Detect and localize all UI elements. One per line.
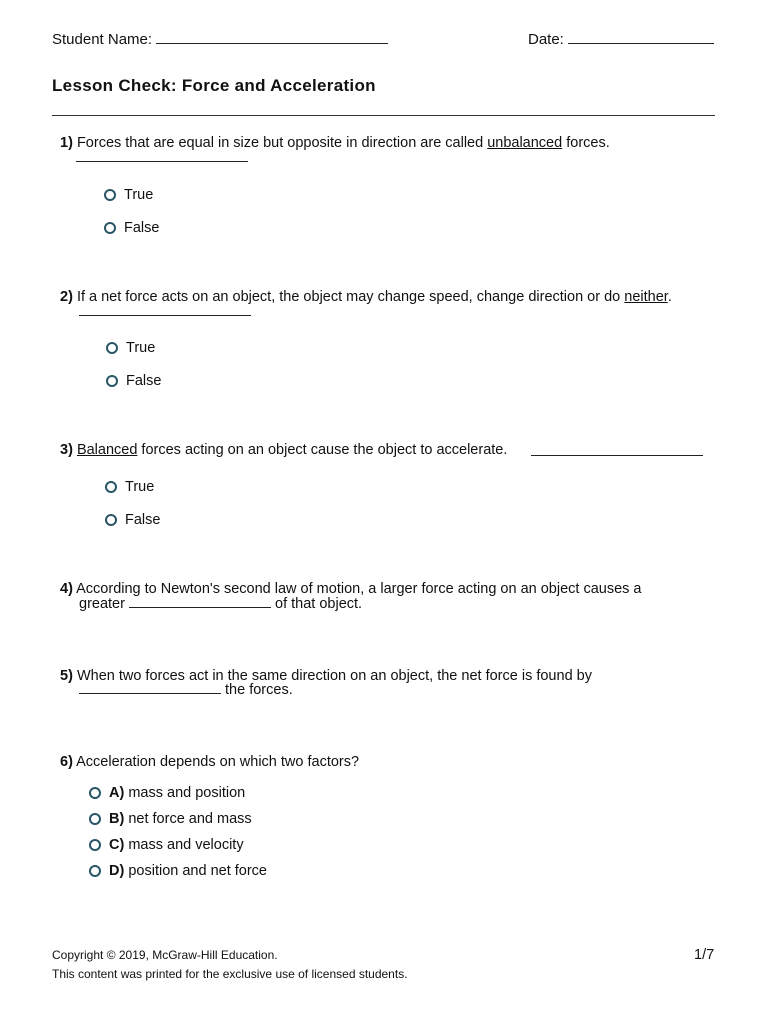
question-2 bbox=[60, 290, 672, 305]
copyright-text: Copyright © 2019, McGraw-Hill Education. bbox=[52, 948, 278, 962]
option-a[interactable] bbox=[89, 785, 245, 801]
option-false[interactable] bbox=[106, 373, 161, 389]
option-true[interactable] bbox=[104, 187, 153, 203]
option-d[interactable] bbox=[89, 863, 267, 879]
option-label: True bbox=[126, 340, 156, 356]
answer-blank[interactable] bbox=[129, 607, 271, 608]
underlined-term: Balanced bbox=[76, 442, 138, 458]
option-label: False bbox=[126, 373, 162, 389]
option-label: position and net force bbox=[128, 863, 267, 879]
student-name-row bbox=[52, 31, 388, 48]
question-3 bbox=[60, 443, 507, 458]
option-true[interactable] bbox=[106, 340, 155, 356]
page-title: Lesson Check: Force and Acceleration bbox=[52, 76, 376, 95]
option-letter: B) bbox=[109, 811, 125, 827]
date-field[interactable] bbox=[568, 43, 714, 44]
option-false[interactable] bbox=[105, 512, 160, 528]
question-text: Forces that are equal in size but opposite in direction are called bbox=[76, 135, 488, 151]
question-number: 4) bbox=[60, 581, 73, 597]
question-text-end: . bbox=[667, 289, 672, 305]
question-1 bbox=[60, 136, 610, 151]
option-true[interactable] bbox=[105, 479, 154, 495]
question-5-line2 bbox=[79, 683, 293, 698]
question-6 bbox=[60, 755, 359, 770]
underlined-term: unbalanced bbox=[487, 135, 563, 151]
question-5 bbox=[60, 669, 592, 684]
date-label: Date: bbox=[528, 31, 564, 48]
page-number: 1/7 bbox=[694, 947, 715, 963]
option-label: True bbox=[125, 479, 155, 495]
answer-blank[interactable] bbox=[531, 455, 703, 456]
question-text: forces acting on an object cause the object to accelerate. bbox=[137, 442, 508, 458]
option-label: net force and mass bbox=[128, 811, 252, 827]
option-label: False bbox=[125, 512, 161, 528]
question-text: When two forces act in the same direction on an object, the net force is found by bbox=[76, 668, 592, 684]
question-number: 2) bbox=[60, 289, 73, 305]
date-row bbox=[528, 31, 714, 48]
radio-icon[interactable] bbox=[106, 375, 118, 387]
question-number: 6) bbox=[60, 754, 73, 770]
question-text: According to Newton's second law of motion, a larger force acting on an object causes a bbox=[76, 581, 642, 597]
option-label: False bbox=[124, 220, 160, 236]
question-text: Acceleration depends on which two factors? bbox=[76, 754, 360, 770]
option-label: True bbox=[124, 187, 154, 203]
question-text-end: forces. bbox=[562, 135, 610, 151]
question-text-end: the forces. bbox=[225, 682, 293, 698]
radio-icon[interactable] bbox=[104, 189, 116, 201]
answer-blank[interactable] bbox=[76, 161, 248, 162]
title-divider bbox=[52, 115, 715, 116]
radio-icon[interactable] bbox=[89, 865, 101, 877]
question-4 bbox=[60, 582, 642, 597]
question-number: 3) bbox=[60, 442, 73, 458]
question-number: 1) bbox=[60, 135, 73, 151]
radio-icon[interactable] bbox=[89, 813, 101, 825]
radio-icon[interactable] bbox=[104, 222, 116, 234]
underlined-term: neither bbox=[624, 289, 668, 305]
option-b[interactable] bbox=[89, 811, 252, 827]
radio-icon[interactable] bbox=[105, 514, 117, 526]
radio-icon[interactable] bbox=[89, 787, 101, 799]
answer-blank[interactable] bbox=[79, 315, 251, 316]
option-label: mass and position bbox=[128, 785, 246, 801]
option-letter: D) bbox=[109, 863, 125, 879]
option-c[interactable] bbox=[89, 837, 244, 853]
question-4-line2 bbox=[79, 597, 362, 612]
radio-icon[interactable] bbox=[105, 481, 117, 493]
radio-icon[interactable] bbox=[106, 342, 118, 354]
question-text-end: of that object. bbox=[275, 596, 363, 612]
radio-icon[interactable] bbox=[89, 839, 101, 851]
license-notice: This content was printed for the exclusive use of licensed students. bbox=[52, 967, 408, 981]
question-text: If a net force acts on an object, the object may change speed, change direction or do bbox=[76, 289, 625, 305]
option-false[interactable] bbox=[104, 220, 159, 236]
question-text: greater bbox=[79, 596, 125, 612]
answer-blank[interactable] bbox=[79, 693, 221, 694]
option-letter: C) bbox=[109, 837, 125, 853]
student-name-field[interactable] bbox=[156, 43, 388, 44]
option-label: mass and velocity bbox=[128, 837, 244, 853]
question-number: 5) bbox=[60, 668, 73, 684]
option-letter: A) bbox=[109, 785, 125, 801]
student-name-label: Student Name: bbox=[52, 31, 153, 48]
